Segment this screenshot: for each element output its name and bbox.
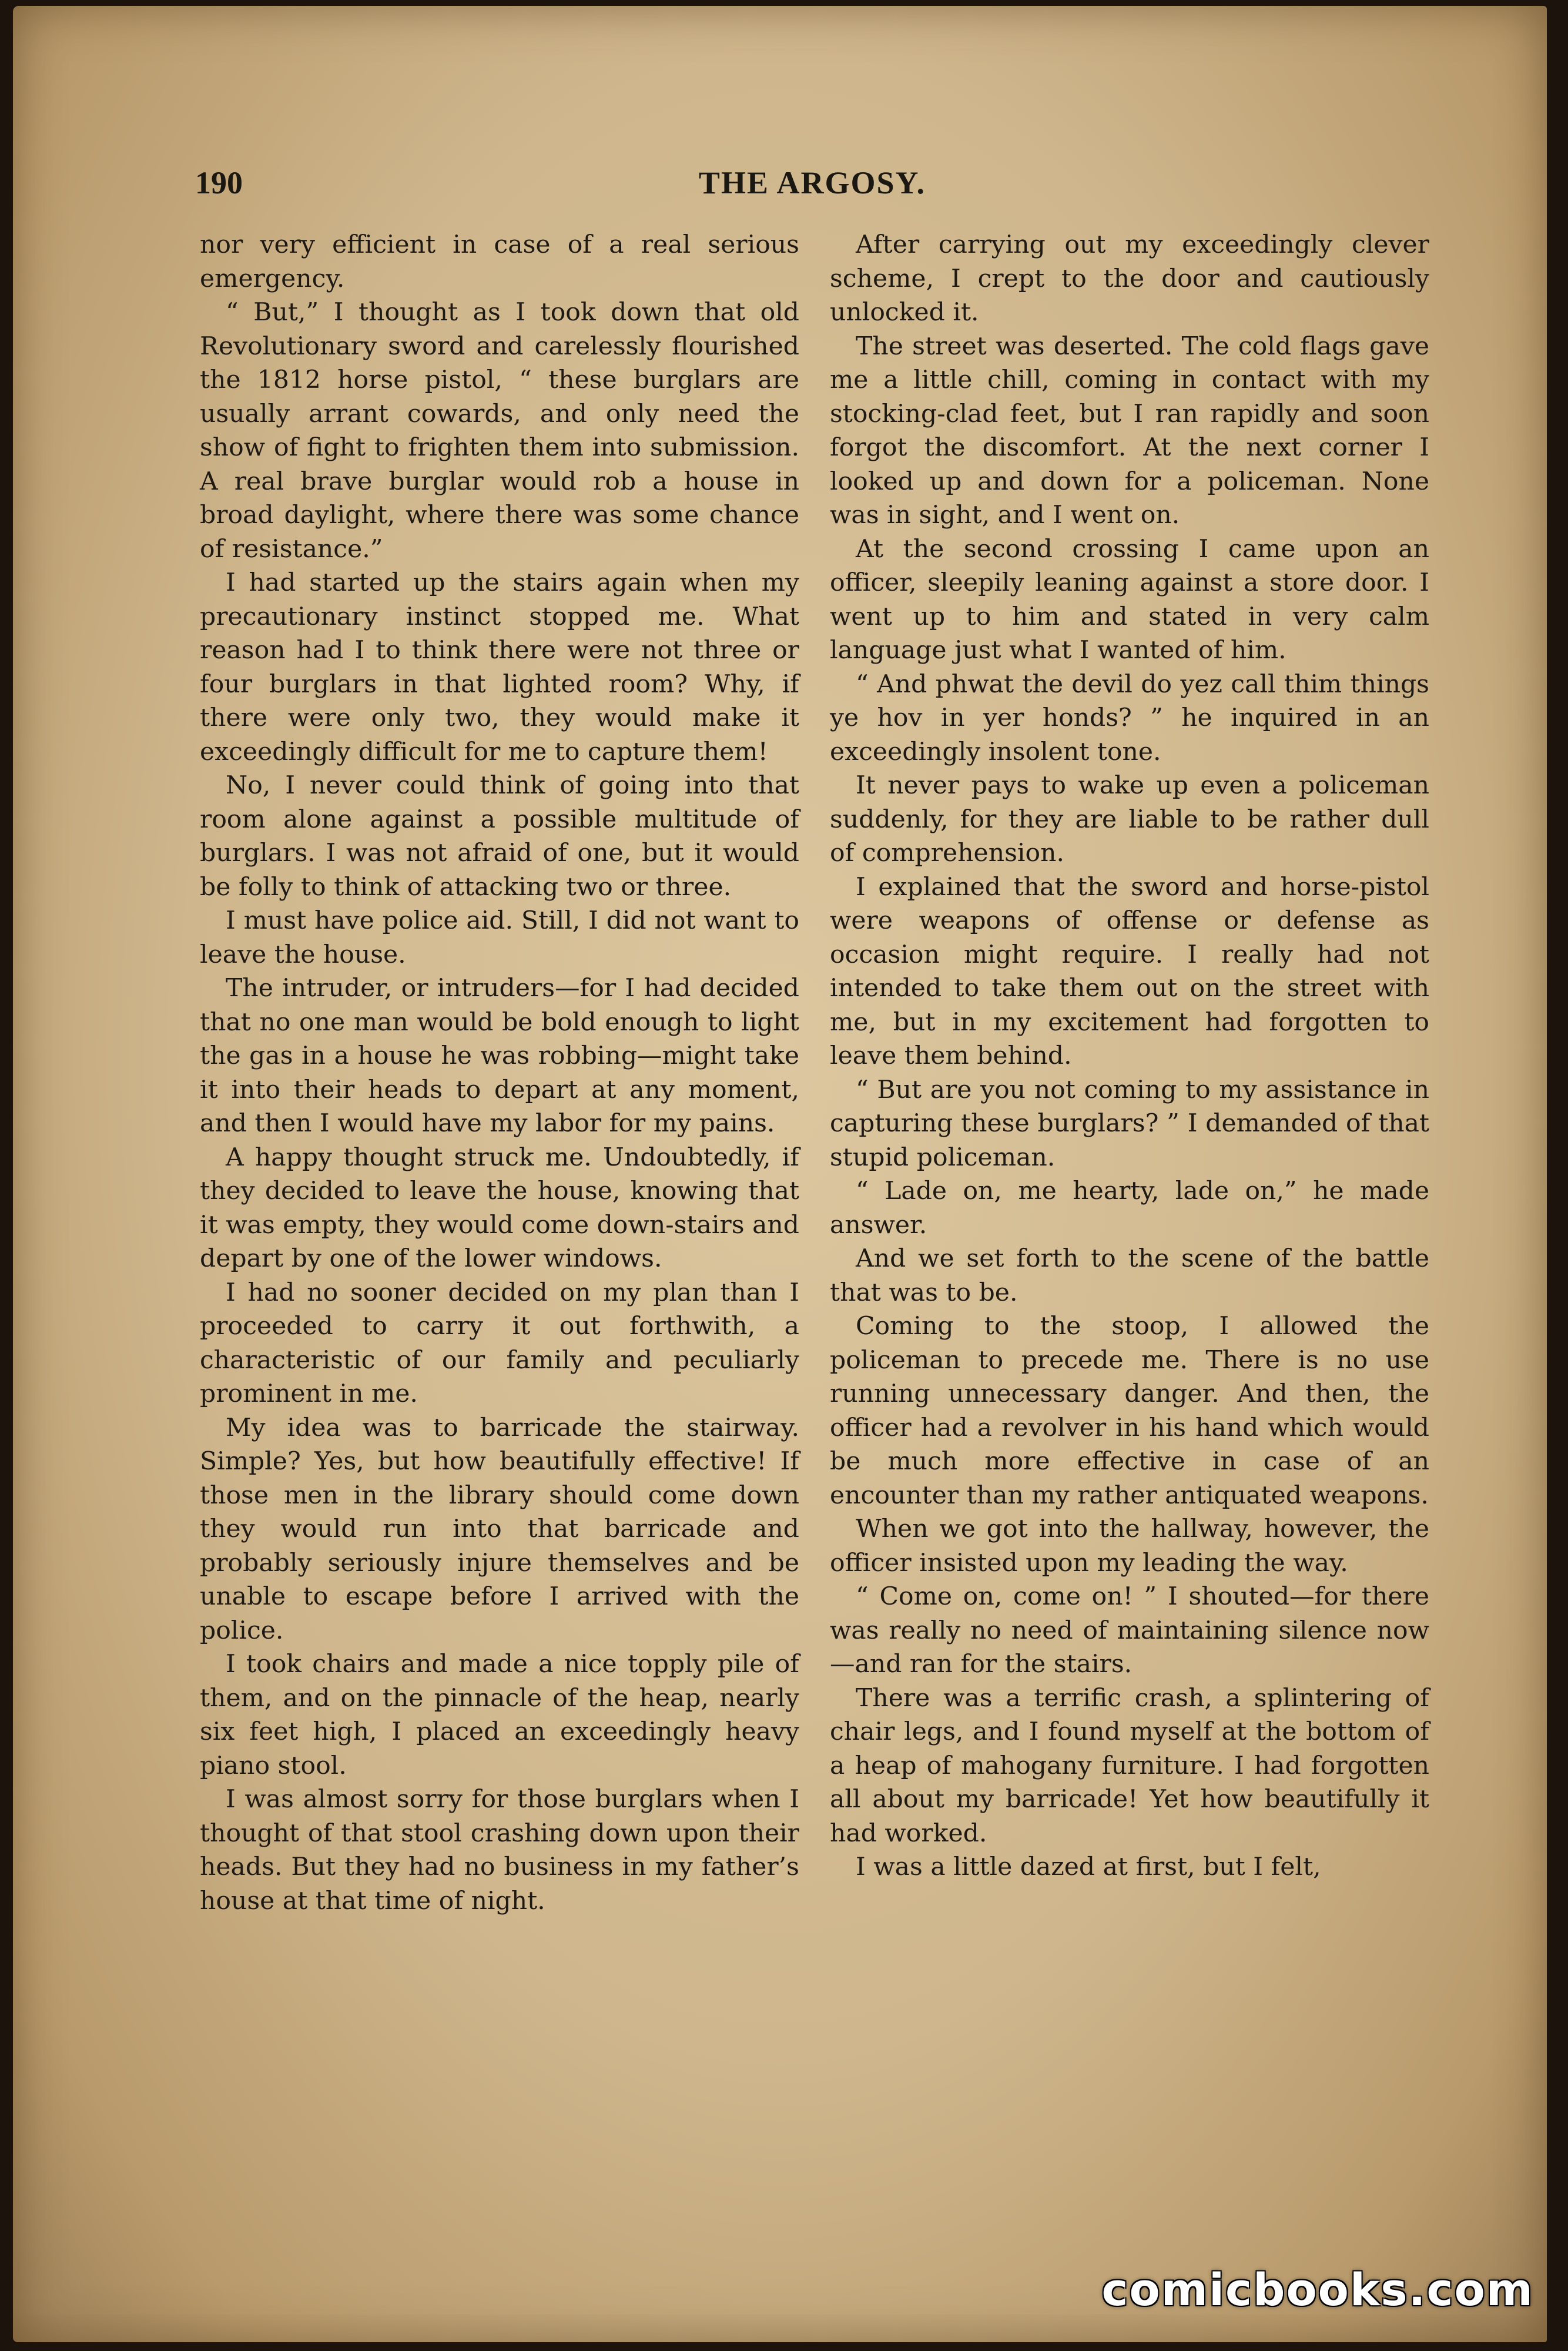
paragraph: I must have police aid. Still, I did not want to leave the house. — [200, 906, 799, 969]
paragraph: nor very efficient in case of a real serious emergency. — [200, 230, 799, 293]
paragraph: “ But,” I thought as I took down that old Revolutionary sword and carelessly flourished the 1812 horse pistol, “ these burglars are usually arrant cowards, and only need the show of fight to frighten them into submission. A real brave burglar would rob a house in broad daylight, where there was some chance of resistance.” — [200, 298, 799, 564]
paragraph: My idea was to barricade the stairway. Simple? Yes, but how beautifully effective! If those men in the library should come down they would run into that barricade and probably seriously injure themselves and be unable to escape before I arrived with the police. — [200, 1413, 799, 1645]
paragraph: “ Come on, come on! ” I shouted—for there was really no need of maintaining silence now—and ran for the stairs. — [830, 1582, 1429, 1679]
paragraph: The intruder, or intruders—for I had decided that no one man would be bold enough to light the gas in a house he was robbing—might take it into their heads to depart at any moment, and then I would have my labor for my pains. — [200, 974, 799, 1138]
paragraph: “ Lade on, me hearty, lade on,” he made answer. — [830, 1177, 1429, 1240]
paragraph: “ And phwat the devil do yez call thim things ye hov in yer honds? ” he inquired in an exceedingly insolent tone. — [830, 669, 1429, 766]
page-header — [195, 165, 1429, 212]
paragraph: It never pays to wake up even a policeman suddenly, for they are liable to be rather dull of comprehension. — [830, 771, 1429, 868]
paragraph: I had started up the stairs again when my precautionary instinct stopped me. What reason had I to think there were not three or four burglars in that lighted room? Why, if there were only two, they would make it exceedingly difficult for me to capture them! — [200, 568, 799, 766]
paragraph: I took chairs and made a nice topply pile of them, and on the pinnacle of the heap, nearly six feet high, I placed an exceedingly heavy piano stool. — [200, 1650, 799, 1780]
paragraph: I was almost sorry for those burglars when I thought of that stool crashing down upon their heads. But they had no business in my father’s house at that time of night. — [200, 1785, 799, 1915]
running-title: THE ARGOSY. — [698, 165, 926, 200]
paragraph: I explained that the sword and horse-pistol were weapons of offense or defense as occasion might require. I really had not intended to take them out on the street with me, but in my excitement had forgotten to leave them behind. — [830, 872, 1429, 1070]
paragraph: “ But are you not coming to my assistance in capturing these burglars? ” I demanded of that stupid policeman. — [830, 1075, 1429, 1172]
paragraph: When we got into the hallway, however, the officer insisted upon my leading the way. — [830, 1515, 1429, 1578]
paragraph: Coming to the stoop, I allowed the policeman to precede me. There is no use running unnecessary danger. And then, the officer had a revolver in his hand which would be much more effective in case of an encounter than my rather antiquated weapons. — [830, 1312, 1429, 1510]
page-number: 190 — [195, 165, 243, 200]
watermark: comicbooks.com — [1101, 2263, 1534, 2316]
paragraph: And we set forth to the scene of the battle that was to be. — [830, 1244, 1429, 1307]
paragraph: I was a little dazed at first, but I felt, — [856, 1853, 1321, 1881]
paragraph: No, I never could think of going into that room alone against a possible multitude of burglars. I was not afraid of one, but it would be folly to think of attacking two or three. — [200, 771, 799, 902]
left-column — [200, 228, 799, 1918]
paragraph: A happy thought struck me. Undoubtedly, if they decided to leave the house, knowing that it was empty, they would come down-stairs and depart by one of the lower windows. — [200, 1143, 799, 1273]
paragraph: The street was deserted. The cold flags gave me a little chill, coming in contact with my stocking-clad feet, but I ran rapidly and soon forgot the discomfort. At the next corner I looked up and down for a policeman. None was in sight, and I went on. — [830, 331, 1429, 530]
right-column — [830, 228, 1429, 1884]
paragraph: After carrying out my exceedingly clever scheme, I crept to the door and cautiously unlocked it. — [830, 230, 1429, 327]
paragraph: At the second crossing I came upon an officer, sleepily leaning against a store door. I went up to him and stated in very calm language just what I wanted of him. — [830, 534, 1429, 665]
book-page — [13, 6, 1547, 2342]
paragraph: There was a terrific crash, a splintering of chair legs, and I found myself at the bottom of a heap of mahogany furniture. I had forgotten all about my barricade! Yet how beautifully it had worked. — [830, 1683, 1429, 1848]
paragraph: I had no sooner decided on my plan than I proceeded to carry it out forthwith, a characteristic of our family and peculiarly prominent in me. — [200, 1278, 799, 1408]
